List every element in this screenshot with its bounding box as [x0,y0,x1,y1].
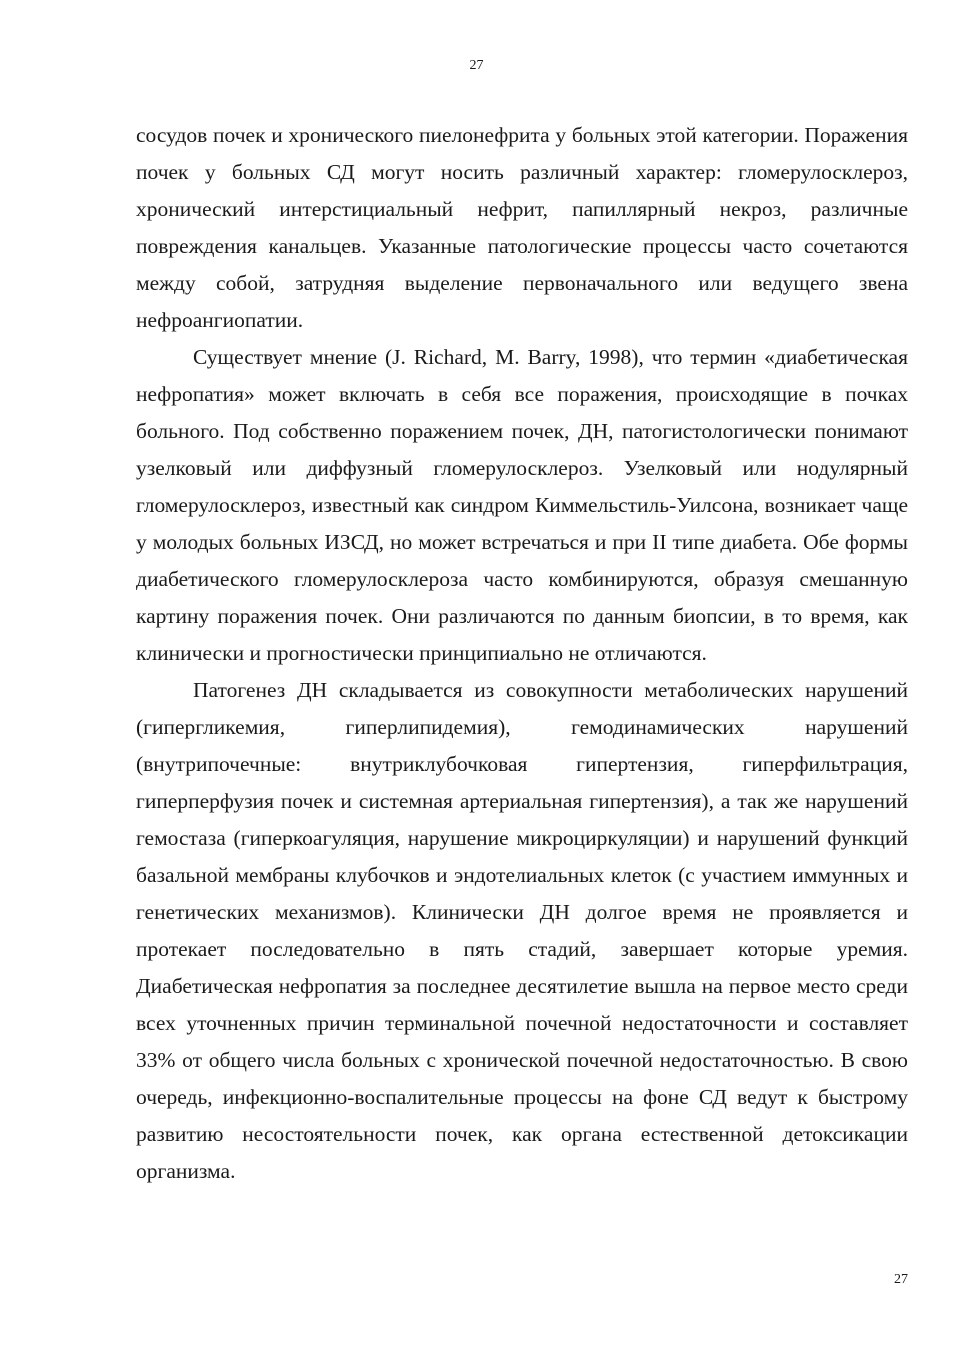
page-number-bottom: 27 [894,1272,908,1287]
paragraph-1: сосудов почек и хронического пиелонефрита у больных этой категории. Поражения почек у больных СД могут носить различный характер: гломерулосклероз, хронический интерстициальный нефрит, папиллярный некроз, различные повреждения канальцев. Указанные патологические процессы часто сочетаются между собой, затрудняя выделение первоначального или ведущего звена нефроангиопатии. [136,123,908,332]
body-text [136,117,908,1190]
paragraph-3: Патогенез ДН складывается из совокупности метаболических нарушений (гипергликемия, гиперлипидемия), гемодинамических нарушений (внутрипочечные: внутриклубочковая гипертензия, гиперфильтрация, гиперперфузия почек и системная артериальная гипертензия), а так же нарушений гемостаза (гиперкоагуляция, нарушение микроциркуляции) и нарушений функций базальной мембраны клубочков и эндотелиальных клеток (с участием иммунных и генетических механизмов). Клинически ДН долгое время не проявляется и протекает последовательно в пять стадий, завершает которые уремия. Диабетическая нефропатия за последнее десятилетие вышла на первое место среди всех уточненных причин терминальной почечной недостаточности и составляет 33% от общего числа больных с хронической почечной недостаточностью. В свою очередь, инфекционно-воспалительные процессы на фоне СД ведут к быстрому развитию несостоятельности почек, как органа естественной детоксикации организма. [136,678,908,1183]
paragraph-2: Существует мнение (J. Richard, M. Barry, 1998), что термин «диабетическая нефропатия» может включать в себя все поражения, происходящие в почках больного. Под собственно поражением почек, ДН, патогистологически понимают узелковый или диффузный гломерулосклероз. Узелковый или нодулярный гломерулосклероз, известный как синдром Киммельстиль-Уилсона, возникает чаще у молодых больных ИЗСД, но может встречаться и при II типе диабета. Обе формы диабетического гломерулосклероза часто комбинируются, образуя смешанную картину поражения почек. Они различаются по данным биопсии, в то время, как клинически и прогностически принципиально не отличаются. [136,345,908,665]
page-number-top: 27 [469,58,484,73]
